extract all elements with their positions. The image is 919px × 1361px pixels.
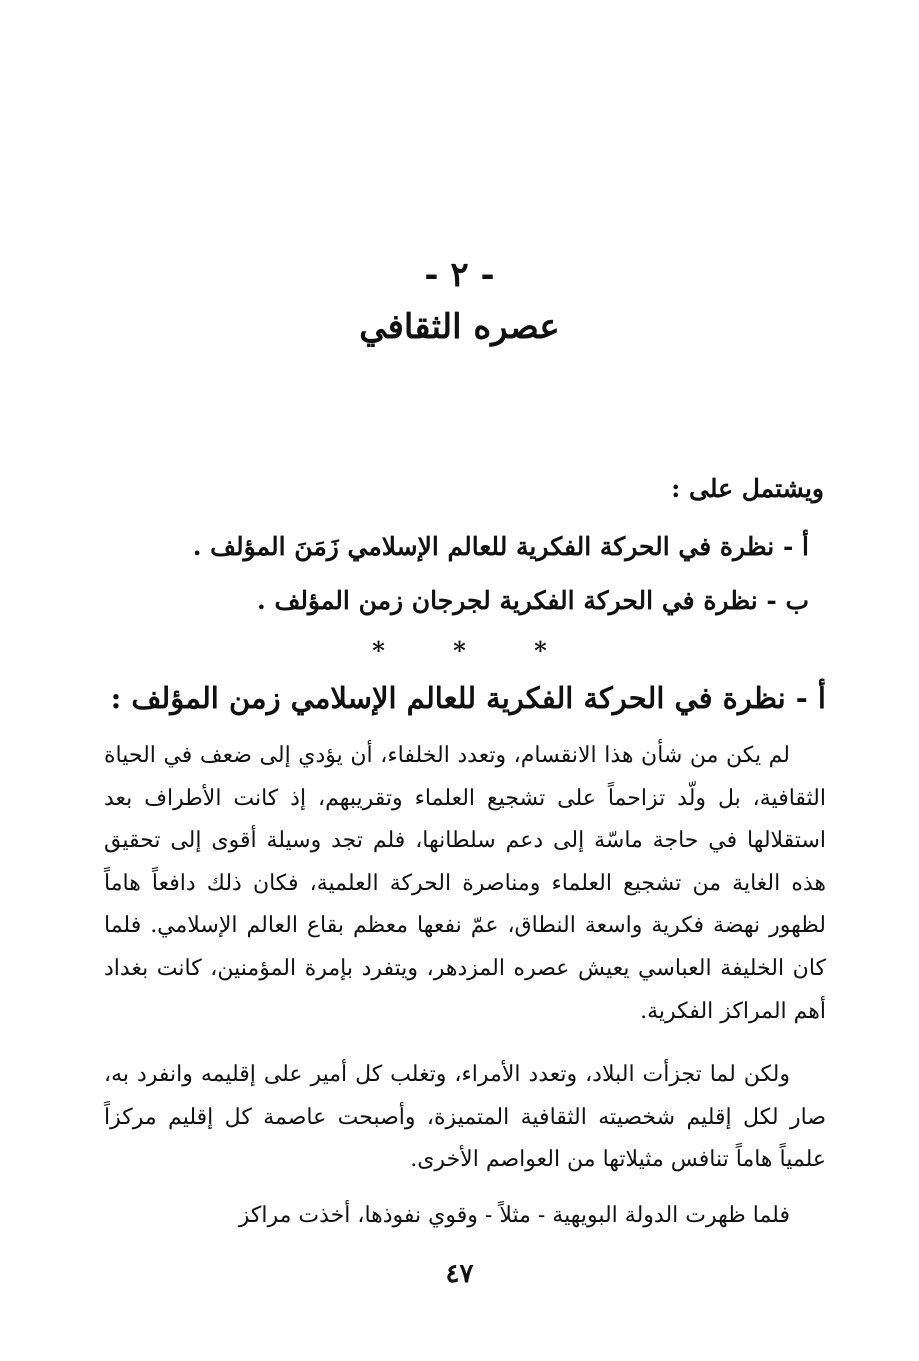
separator-star: *	[453, 636, 466, 665]
contents-intro: ويشتمل على :	[671, 474, 824, 503]
body-paragraph: فلما ظهرت الدولة البويهية - مثلاً - وقوي نفوذها، أخذت مراكز	[238, 1203, 790, 1228]
page-number: ٤٧	[445, 1259, 474, 1289]
chapter-number: - ٢ -	[424, 255, 495, 295]
chapter-title: عصره الثقافي	[359, 307, 560, 347]
separator-star: *	[534, 636, 547, 665]
contents-item-b: ب - نظرة في الحركة الفكرية لجرجان زمن المؤلف .	[257, 586, 809, 615]
section-heading: أ - نظرة في الحركة الفكرية للعالم الإسلامي زمن المؤلف :	[110, 681, 826, 715]
body-paragraph: ولكن لما تجزأت البلاد، وتعدد الأمراء، وتغلب كل أمير على إقليمه وانفرد به، صار لكل إقليم شخصيته الثقافية المتميزة، وأصبحت عاصمة كل إقليم مركزاً علمياً هاماً تنافس مثيلاتها من العواصم الأخرى.	[104, 1062, 826, 1173]
contents-item-a: أ - نظرة في الحركة الفكرية للعالم الإسلامي زَمَنَ المؤلف .	[192, 532, 809, 561]
separator-star: *	[372, 636, 385, 665]
section-separator	[0, 636, 919, 665]
body-paragraph: لم يكن من شأن هذا الانقسام، وتعدد الخلفاء، أن يؤدي إلى ضعف في الحياة الثقافية، بل ولّد تزاحماً على تشجيع العلماء وتقريبهم، إذ كانت الأطراف بعد استقلالها في حاجة ماسّة إلى دعم سلطانها، فلم تجد وسيلة أقوى إلى تحقيق هذه الغاية من تشجيع العلماء ومناصرة الحركة العلمية، فكان ذلك دافعاً هاماً لظهور نهضة فكرية واسعة النطاق، عمّ نفعها معظم بقاع العالم الإسلامي. فلما كان الخليفة العباسي يعيش عصره المزدهر، ويتفرد بإمرة المؤمنين، كانت بغداد أهم المراكز الفكرية.	[104, 743, 826, 1024]
